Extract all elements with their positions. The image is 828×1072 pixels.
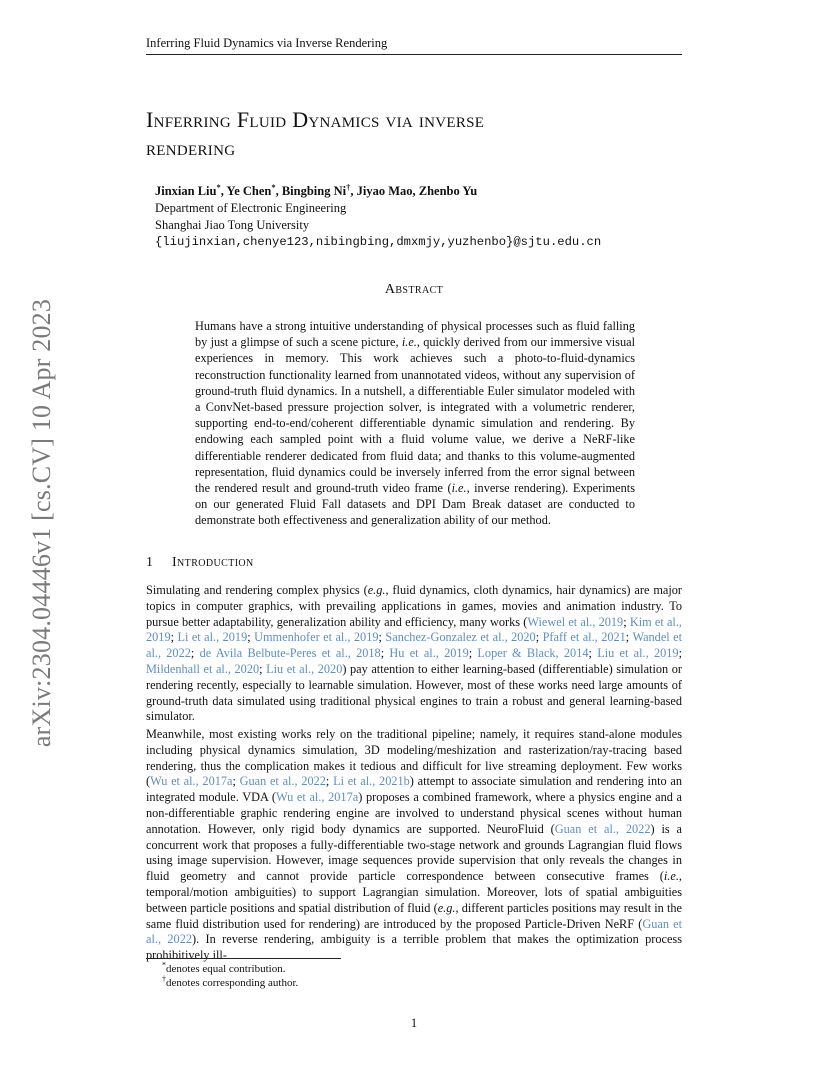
text-run: ) proposes a combined framework, where a physics engine and a non-differentiable graphic rendering engine are involved to understand physical scenes without human annotation. However, only rigid body dynamics are supported. NeuroFluid ( — [146, 790, 683, 836]
footnotes — [162, 962, 298, 990]
page-number: 1 — [410, 1016, 418, 1030]
footnote-equal-contribution — [162, 962, 298, 976]
citation-link[interactable]: Guan et al., 2022 — [554, 821, 651, 836]
text-run: Simulating and rendering complex physics ( — [146, 583, 368, 597]
author-emails: {liujinxian,chenye123,nibingbing,dmxmjy,yuzhenbo}@sjtu.edu.cn — [155, 235, 602, 249]
footnote-text: denotes equal contribution. — [166, 963, 286, 975]
abstract-italic: i.e. — [401, 335, 417, 350]
author-name: Jinxian Liu — [155, 184, 217, 198]
text-run: ). In reverse rendering, ambiguity is a terrible problem that makes the optimization process prohibitively ill- — [146, 932, 682, 963]
citation-link[interactable]: Wu et al., 2017a — [275, 790, 359, 805]
text-run: , fluid dynamics, cloth dynamics, hair dynamics) are major topics in computer graphics, with prevailing applications in games, movies and animation industry. To pursue better adaptability, generalization ability and efficiency, many works ( — [146, 583, 682, 629]
citation-link[interactable]: Wu et al., 2017a — [150, 774, 233, 789]
citation-separator: ; — [535, 630, 543, 645]
intro-paragraph-1 — [146, 583, 682, 725]
citation-separator: ; — [588, 646, 598, 661]
abstract-heading: Abstract — [384, 282, 444, 297]
author-name: Ye Chen — [226, 184, 272, 198]
citation-link[interactable]: Wandel et al., 2022 — [146, 630, 683, 661]
author-mark: * — [271, 181, 276, 192]
text-run: , different particles positions may result in the same fluid distribution used for rendering) are introduced by the proposed Particle-Driven NeRF ( — [146, 900, 682, 931]
citation-separator: ; — [232, 774, 240, 789]
author-block — [155, 183, 665, 251]
section-number: 1 — [146, 555, 154, 570]
citation-separator: ; — [259, 661, 267, 676]
text-italic: i.e. — [663, 869, 679, 884]
citation-link[interactable]: Liu et al., 2020 — [266, 661, 343, 676]
citation-separator: ; — [623, 614, 630, 629]
citation-link[interactable]: Li et al., 2021b — [333, 774, 410, 789]
citation-link[interactable]: Li et al., 2019 — [177, 630, 248, 645]
affiliation-university: Shanghai Jiao Tong University — [155, 218, 310, 232]
footnote-divider — [146, 958, 341, 959]
abstract-part: , quickly derived from our immersive visual experiences in memory. This work achieves such a photo-to-fluid-dynamics reconstruction functionality learned from unannotated videos, without any supervision of ground-truth fluid dynamics. In a nutshell, a differentiable Euler simulator modeled with a ConvNet-based pressure projection solver, is integrated with a volumetric renderer, supporting end-to-end/coherent differentiable dynamic simulation and rendering. By endowing each sampled point with a fluid volume value, we derive a NeRF-like differentiable renderer dedicated from fluid data; and thanks to this volume-augmented representation, fluid dynamics could be inversely inferred from the error signal between the rendered result and ground-truth video frame ( — [195, 335, 635, 496]
author-names — [155, 183, 665, 200]
citation-link[interactable]: Liu et al., 2019 — [597, 646, 679, 661]
citation-link[interactable]: Wiewel et al., 2019 — [527, 614, 624, 629]
footnote-text: denotes corresponding author. — [166, 977, 299, 989]
citation-separator: ; — [378, 630, 386, 645]
author-mark: † — [346, 181, 351, 192]
section-title: Introduction — [172, 555, 254, 570]
intro-paragraph-2 — [146, 727, 682, 964]
footnote-corresponding-author — [162, 976, 298, 990]
citation-link[interactable]: Hu et al., 2019 — [389, 646, 469, 661]
author-mark: * — [216, 181, 221, 192]
citation-link[interactable]: Guan et al., 2022 — [239, 774, 326, 789]
citation-separator: ; — [380, 646, 390, 661]
abstract-part: Humans have a strong intuitive understanding of physical processes such as fluid falling by just a glimpse of such a scene picture, — [195, 319, 635, 350]
author-name: Jiyao Mao, Zhenbo Yu — [356, 184, 478, 198]
text-run: ) pay attention to either learning-based (differentiable) simulation or rendering recently, especially to learnable simulation. However, most of these works need large amounts of ground-truth data simulated using traditional physical engines to train a robust and general learning-based simulator. — [146, 661, 682, 724]
text-run: ) attempt to associate simulation and rendering into an integrated module. VDA ( — [146, 774, 682, 805]
arxiv-identifier-text: arXiv:2304.04446v1 [cs.CV] 10 Apr 2023 — [27, 298, 56, 747]
citation-link[interactable]: de Avila Belbute-Peres et al., 2018 — [199, 646, 381, 661]
section-heading — [146, 555, 254, 571]
arxiv-identifier — [20, 285, 64, 760]
author-separator: , — [350, 184, 357, 198]
text-run: , temporal/motion ambiguities) to support Lagrangian simulation. Moreover, lots of spatial ambiguities between particle positions and spatial distribution of fluid ( — [146, 869, 682, 915]
abstract-text — [195, 318, 635, 529]
citation-link[interactable]: Guan et al., 2022 — [146, 916, 682, 947]
author-separator: , — [275, 184, 282, 198]
title-line-1: Inferring Fluid Dynamics via inverse — [146, 107, 485, 132]
citation-link[interactable]: Pfaff et al., 2021 — [542, 630, 626, 645]
citation-separator: ; — [625, 630, 633, 645]
abstract-part: , inverse rendering). Experiments on our generated Fluid Fall datasets and DPI Dam Break dataset are conducted to demonstrate both effectiveness and generalization ability of our method. — [195, 481, 635, 528]
citation-link[interactable]: Kim et al., 2019 — [146, 614, 682, 645]
text-italic: e.g. — [437, 900, 456, 915]
affiliation-department: Department of Electronic Engineering — [155, 201, 347, 215]
footnote-mark: † — [162, 974, 166, 984]
text-italic: e.g. — [367, 583, 386, 597]
text-run: ) is a concurrent work that proposes a fully-differentiable two-stage network and grounds Lagrangian fluid flows using image supervision. However, image sequences provide supervision that only reveals the changes in fluid geometry and cannot provide particle correspondence between consecutive frames ( — [146, 821, 682, 884]
paper-title — [146, 106, 666, 162]
text-run: Meanwhile, most existing works rely on the traditional pipeline; namely, it requires stand-alone modules including physical dynamics simulation, 3D modeling/meshization and rasterization/ray-tracing based rendering, thus the complication makes it tedious and difficult for live streaming deployment. Few works ( — [146, 727, 682, 789]
citation-separator: ; — [190, 646, 200, 661]
citation-separator: ; — [325, 774, 334, 789]
citation-separator: ; — [468, 646, 478, 661]
citation-separator: ; — [170, 630, 178, 645]
citation-link[interactable]: Sanchez-Gonzalez et al., 2020 — [385, 630, 536, 645]
citation-link[interactable]: Mildenhall et al., 2020 — [146, 661, 260, 676]
citation-separator: ; — [678, 646, 682, 661]
author-name: Bingbing Ni — [281, 184, 347, 198]
title-line-2: rendering — [146, 135, 236, 160]
citation-separator: ; — [247, 630, 255, 645]
citation-link[interactable]: Ummenhofer et al., 2019 — [254, 630, 379, 645]
citation-link[interactable]: Loper & Black, 2014 — [477, 646, 589, 661]
footnote-mark: * — [162, 960, 166, 970]
abstract-italic: i.e. — [451, 481, 467, 496]
author-separator: , — [220, 184, 227, 198]
running-header: Inferring Fluid Dynamics via Inverse Rendering — [146, 36, 682, 55]
